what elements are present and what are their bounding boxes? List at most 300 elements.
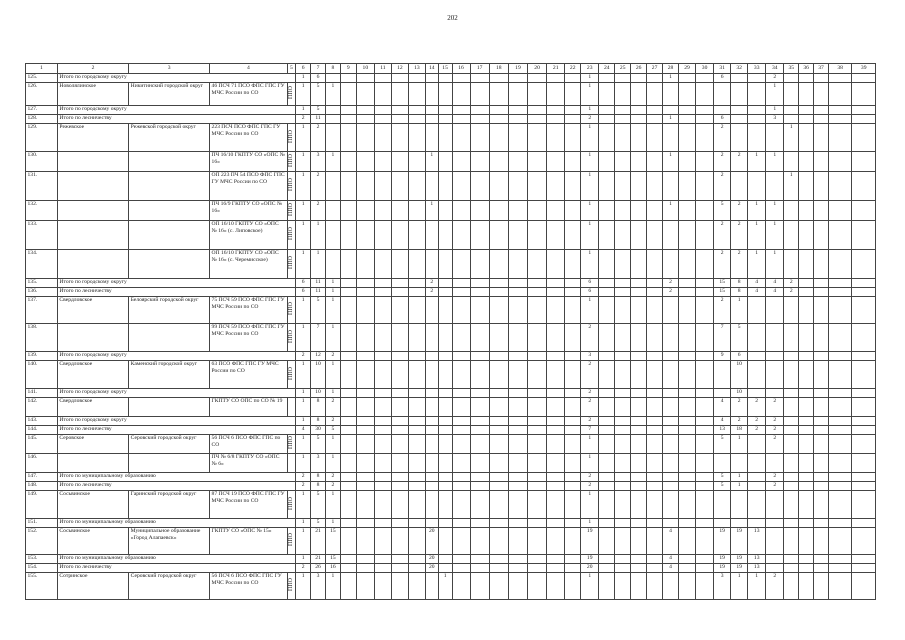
unit-type-cell — [287, 361, 296, 389]
value-cell — [528, 482, 547, 491]
value-cell — [631, 279, 647, 288]
value-cell — [356, 250, 374, 279]
value-cell: 1 — [325, 389, 340, 398]
value-cell — [799, 74, 814, 83]
value-cell — [647, 555, 663, 564]
value-cell — [679, 288, 696, 297]
value-cell — [696, 83, 714, 106]
value-cell: 1 — [663, 201, 679, 221]
value-cell — [814, 221, 829, 250]
value-cell: 1 — [581, 221, 599, 250]
column-header: 1 — [26, 64, 58, 74]
value-cell — [391, 564, 408, 573]
value-cell — [696, 389, 714, 398]
value-cell — [852, 115, 876, 124]
value-cell — [408, 426, 425, 435]
value-cell: 1 — [325, 454, 340, 473]
column-header: 12 — [391, 64, 408, 74]
value-cell — [374, 221, 391, 250]
value-cell: 6 — [296, 279, 311, 288]
subtotal-row — [26, 555, 876, 564]
value-cell: 1 — [325, 297, 340, 324]
value-cell — [599, 417, 615, 426]
value-cell: 2 — [714, 152, 731, 172]
value-cell — [528, 555, 547, 564]
unit-cell: 56 ПСЧ 6 ПСО ФПС ГПС по СО — [210, 435, 288, 454]
value-cell: 1 — [296, 573, 311, 600]
value-cell — [748, 352, 766, 361]
value-cell — [852, 250, 876, 279]
value-cell — [356, 83, 374, 106]
value-cell — [528, 74, 547, 83]
value-cell — [599, 454, 615, 473]
value-cell — [599, 106, 615, 115]
value-cell — [852, 573, 876, 600]
value-cell — [679, 324, 696, 352]
value-cell — [356, 573, 374, 600]
value-cell — [489, 152, 508, 172]
value-cell: 1 — [325, 491, 340, 519]
value-cell — [814, 297, 829, 324]
value-cell — [391, 297, 408, 324]
value-cell — [508, 279, 527, 288]
value-cell — [565, 124, 581, 152]
value-cell — [631, 124, 647, 152]
value-cell: 1 — [296, 172, 311, 201]
value-cell — [852, 352, 876, 361]
value-cell — [714, 491, 731, 519]
value-cell — [374, 279, 391, 288]
row-number-cell: 142. — [26, 398, 58, 417]
value-cell — [766, 519, 784, 528]
value-cell — [599, 324, 615, 352]
forestry-cell: Сотринское — [57, 573, 128, 600]
value-cell: 1 — [748, 152, 766, 172]
value-cell — [814, 250, 829, 279]
value-cell — [489, 426, 508, 435]
value-cell: 2 — [311, 172, 326, 201]
value-cell — [340, 172, 356, 201]
unit-type-cell — [287, 201, 296, 221]
value-cell — [663, 491, 679, 519]
value-cell — [408, 279, 425, 288]
value-cell — [528, 454, 547, 473]
value-cell — [784, 573, 799, 600]
value-cell: 6 — [714, 74, 731, 83]
value-cell: 5 — [311, 435, 326, 454]
value-cell — [356, 473, 374, 482]
value-cell: 3 — [581, 352, 599, 361]
value-cell — [631, 519, 647, 528]
column-header: 35 — [784, 64, 799, 74]
value-cell — [489, 389, 508, 398]
value-cell — [452, 573, 470, 600]
column-header: 24 — [599, 64, 615, 74]
value-cell — [615, 106, 631, 115]
value-cell — [852, 201, 876, 221]
value-cell — [814, 573, 829, 600]
value-cell — [784, 473, 799, 482]
value-cell — [408, 221, 425, 250]
value-cell — [528, 352, 547, 361]
value-cell — [615, 221, 631, 250]
value-cell: 1 — [325, 324, 340, 352]
value-cell — [408, 564, 425, 573]
value-cell — [814, 74, 829, 83]
value-cell — [408, 573, 425, 600]
value-cell — [408, 288, 425, 297]
unit-type-label: ППО — [287, 153, 294, 167]
subtotal-row — [26, 106, 876, 115]
row-number-cell: 148. — [26, 482, 58, 491]
value-cell — [374, 124, 391, 152]
value-cell — [696, 519, 714, 528]
value-cell: 6 — [581, 279, 599, 288]
value-cell: 2 — [581, 389, 599, 398]
value-cell — [391, 124, 408, 152]
value-cell: 1 — [766, 106, 784, 115]
value-cell — [696, 491, 714, 519]
unit-type-cell — [287, 398, 296, 417]
value-cell — [631, 473, 647, 482]
value-cell — [508, 324, 527, 352]
municipality-cell — [129, 221, 210, 250]
unit-type-label: ППО — [287, 227, 294, 240]
value-cell: 2 — [296, 352, 311, 361]
value-cell: 2 — [325, 352, 340, 361]
value-cell — [647, 279, 663, 288]
value-cell: 4 — [766, 279, 784, 288]
value-cell — [374, 435, 391, 454]
value-cell — [814, 435, 829, 454]
value-cell: 1 — [325, 435, 340, 454]
value-cell — [631, 361, 647, 389]
value-cell — [528, 288, 547, 297]
value-cell: 2 — [425, 288, 438, 297]
value-cell — [565, 352, 581, 361]
column-header: 3 — [129, 64, 210, 74]
value-cell — [799, 279, 814, 288]
value-cell: 1 — [325, 279, 340, 288]
value-cell — [374, 389, 391, 398]
value-cell: 2 — [748, 417, 766, 426]
value-cell — [340, 482, 356, 491]
value-cell: 1 — [325, 288, 340, 297]
value-cell — [547, 74, 565, 83]
value-cell — [425, 324, 438, 352]
value-cell — [452, 435, 470, 454]
value-cell: 3 — [311, 454, 326, 473]
value-cell — [599, 124, 615, 152]
value-cell — [615, 74, 631, 83]
table-row — [26, 491, 876, 519]
value-cell: 1 — [766, 250, 784, 279]
value-cell — [631, 398, 647, 417]
column-header: 23 — [581, 64, 599, 74]
municipality-cell: Серовский городской округ — [129, 573, 210, 600]
value-cell — [696, 361, 714, 389]
value-cell: 1 — [311, 250, 326, 279]
value-cell: 1 — [581, 106, 599, 115]
value-cell — [438, 473, 452, 482]
value-cell — [647, 482, 663, 491]
value-cell — [663, 106, 679, 115]
value-cell — [452, 564, 470, 573]
value-cell — [647, 201, 663, 221]
value-cell — [356, 279, 374, 288]
column-header: 19 — [508, 64, 527, 74]
unit-cell: 46 ПСЧ 71 ПСО ФПС ГПС ГУ МЧС России по СО — [210, 83, 288, 106]
value-cell: 7 — [714, 324, 731, 352]
value-cell — [852, 491, 876, 519]
municipality-cell — [129, 398, 210, 417]
value-cell — [748, 124, 766, 152]
value-cell: 1 — [581, 74, 599, 83]
value-cell — [547, 361, 565, 389]
unit-cell: ОП 16/10 ГКПТУ СО «ОПС № 16» (с. Липовское) — [210, 221, 288, 250]
unit-cell: ГКПТУ СО ОПС по СО № 19 — [210, 398, 288, 417]
value-cell — [631, 297, 647, 324]
value-cell — [356, 115, 374, 124]
value-cell: 5 — [311, 491, 326, 519]
value-cell — [438, 491, 452, 519]
table-row — [26, 361, 876, 389]
value-cell — [599, 152, 615, 172]
value-cell — [565, 172, 581, 201]
municipality-cell: Каменский городской округ — [129, 361, 210, 389]
value-cell — [340, 74, 356, 83]
value-cell — [565, 115, 581, 124]
value-cell — [828, 297, 851, 324]
value-cell — [356, 297, 374, 324]
value-cell — [489, 250, 508, 279]
value-cell — [784, 564, 799, 573]
value-cell — [696, 352, 714, 361]
value-cell: 1 — [296, 555, 311, 564]
value-cell — [374, 297, 391, 324]
value-cell — [438, 324, 452, 352]
value-cell: 19 — [714, 528, 731, 555]
value-cell — [356, 324, 374, 352]
value-cell: 1 — [296, 389, 311, 398]
value-cell — [852, 528, 876, 555]
value-cell — [528, 83, 547, 106]
value-cell — [391, 201, 408, 221]
value-cell — [814, 324, 829, 352]
value-cell — [828, 74, 851, 83]
value-cell: 11 — [311, 115, 326, 124]
value-cell — [547, 573, 565, 600]
value-cell — [547, 528, 565, 555]
value-cell — [425, 124, 438, 152]
value-cell — [470, 106, 489, 115]
value-cell: 5 — [714, 201, 731, 221]
value-cell — [696, 279, 714, 288]
value-cell — [452, 297, 470, 324]
value-cell: 2 — [581, 482, 599, 491]
value-cell — [391, 152, 408, 172]
value-cell: 1 — [731, 473, 748, 482]
value-cell — [408, 435, 425, 454]
value-cell: 1 — [748, 221, 766, 250]
value-cell — [508, 491, 527, 519]
value-cell — [438, 361, 452, 389]
value-cell — [615, 454, 631, 473]
value-cell — [391, 473, 408, 482]
value-cell — [565, 74, 581, 83]
unit-cell: 99 ПСЧ 59 ПСО ФПС ГПС ГУ МЧС России по СО — [210, 324, 288, 352]
value-cell — [489, 201, 508, 221]
value-cell — [696, 152, 714, 172]
value-cell: 2 — [663, 279, 679, 288]
value-cell — [696, 221, 714, 250]
value-cell — [647, 435, 663, 454]
value-cell: 1 — [581, 201, 599, 221]
value-cell — [814, 106, 829, 115]
value-cell — [340, 352, 356, 361]
value-cell — [408, 115, 425, 124]
unit-cell: ПЧ 16/10 ГКПТУ СО «ОПС № 16» — [210, 152, 288, 172]
value-cell — [799, 324, 814, 352]
value-cell: 11 — [311, 279, 326, 288]
unit-cell: ОП 16/10 ГКПТУ СО «ОПС № 16» (с. Черемисское) — [210, 250, 288, 279]
column-header: 34 — [766, 64, 784, 74]
value-cell — [615, 417, 631, 426]
value-cell: 11 — [311, 288, 326, 297]
value-cell — [565, 221, 581, 250]
value-cell: 4 — [663, 555, 679, 564]
value-cell — [470, 473, 489, 482]
value-cell: 1 — [296, 519, 311, 528]
value-cell: 2 — [325, 473, 340, 482]
value-cell — [547, 482, 565, 491]
value-cell: 19 — [731, 564, 748, 573]
value-cell: 2 — [296, 564, 311, 573]
value-cell — [647, 398, 663, 417]
value-cell — [356, 555, 374, 564]
value-cell — [679, 279, 696, 288]
value-cell — [615, 491, 631, 519]
value-cell — [814, 482, 829, 491]
value-cell — [784, 361, 799, 389]
value-cell — [647, 297, 663, 324]
value-cell — [565, 528, 581, 555]
value-cell — [599, 279, 615, 288]
value-cell — [679, 361, 696, 389]
value-cell — [852, 519, 876, 528]
value-cell — [679, 482, 696, 491]
value-cell — [714, 389, 731, 398]
value-cell: 1 — [748, 201, 766, 221]
value-cell — [696, 324, 714, 352]
value-cell — [852, 172, 876, 201]
value-cell — [784, 491, 799, 519]
value-cell — [391, 454, 408, 473]
value-cell — [748, 454, 766, 473]
row-number-cell: 139. — [26, 352, 58, 361]
row-number-cell: 146. — [26, 454, 58, 473]
value-cell — [784, 398, 799, 417]
value-cell — [631, 389, 647, 398]
value-cell — [828, 361, 851, 389]
value-cell: 1 — [766, 83, 784, 106]
value-cell — [391, 221, 408, 250]
value-cell — [528, 297, 547, 324]
subtotal-row — [26, 74, 876, 83]
value-cell — [470, 435, 489, 454]
value-cell — [356, 417, 374, 426]
value-cell — [631, 115, 647, 124]
row-number-cell: 140. — [26, 361, 58, 389]
value-cell — [828, 324, 851, 352]
value-cell — [647, 426, 663, 435]
value-cell — [408, 152, 425, 172]
value-cell — [828, 279, 851, 288]
value-cell: 1 — [748, 250, 766, 279]
table-row — [26, 250, 876, 279]
value-cell — [663, 221, 679, 250]
value-cell — [647, 491, 663, 519]
column-header: 17 — [470, 64, 489, 74]
value-cell — [470, 172, 489, 201]
value-cell: 1 — [766, 221, 784, 250]
value-cell: 2 — [731, 152, 748, 172]
value-cell — [470, 528, 489, 555]
value-cell — [565, 454, 581, 473]
value-cell — [408, 361, 425, 389]
value-cell — [679, 124, 696, 152]
value-cell — [489, 454, 508, 473]
value-cell — [852, 398, 876, 417]
unit-type-label: ППО — [287, 578, 294, 591]
value-cell — [452, 74, 470, 83]
row-number-cell: 131. — [26, 172, 58, 201]
value-cell — [647, 528, 663, 555]
value-cell — [438, 288, 452, 297]
value-cell — [599, 172, 615, 201]
value-cell — [679, 417, 696, 426]
value-cell — [714, 519, 731, 528]
value-cell: 1 — [296, 361, 311, 389]
value-cell — [814, 564, 829, 573]
value-cell — [391, 389, 408, 398]
value-cell — [663, 435, 679, 454]
value-cell — [784, 426, 799, 435]
value-cell — [828, 564, 851, 573]
value-cell — [748, 519, 766, 528]
value-cell — [615, 115, 631, 124]
forestry-cell — [57, 454, 128, 473]
value-cell: 4 — [748, 279, 766, 288]
value-cell — [696, 124, 714, 152]
value-cell — [799, 172, 814, 201]
value-cell — [631, 482, 647, 491]
subtotal-label-cell: Итого по городскому округу — [57, 74, 295, 83]
value-cell — [547, 454, 565, 473]
value-cell — [599, 573, 615, 600]
value-cell — [340, 573, 356, 600]
value-cell — [599, 297, 615, 324]
value-cell — [647, 417, 663, 426]
value-cell — [325, 74, 340, 83]
value-cell — [799, 417, 814, 426]
row-number-cell: 138. — [26, 324, 58, 352]
value-cell — [631, 352, 647, 361]
value-cell — [599, 564, 615, 573]
value-cell — [425, 519, 438, 528]
value-cell: 2 — [425, 279, 438, 288]
value-cell: 12 — [311, 352, 326, 361]
